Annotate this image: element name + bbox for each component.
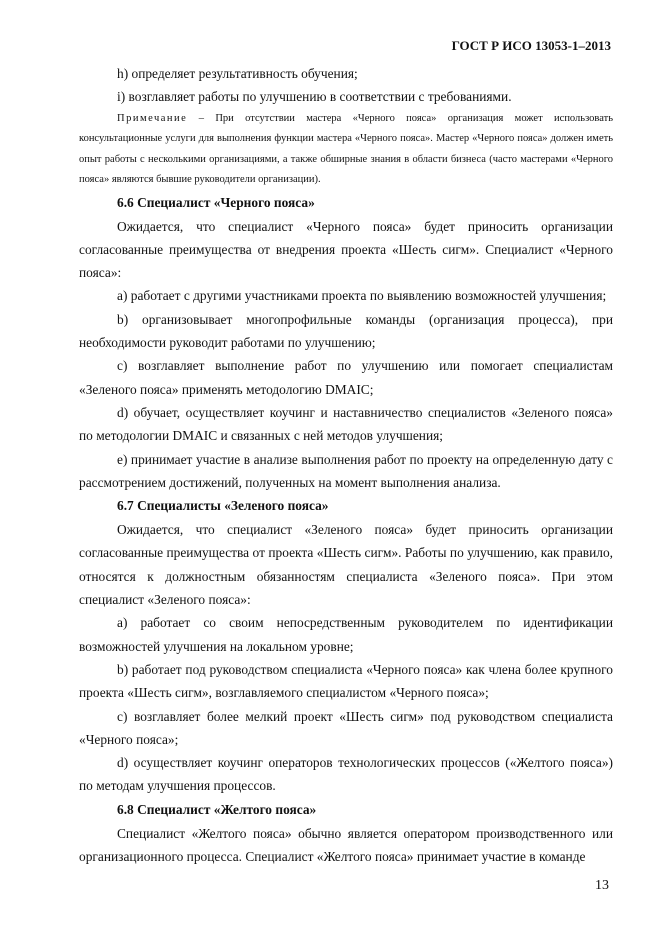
page-number: 13 — [595, 878, 609, 893]
list-item: b) работает под руководством специалиста «Черного пояса» как члена более крупного проекта «Шесть сигм», возглавляемого специалистом «Черного пояса»; — [79, 661, 613, 701]
list-item: d) обучает, осуществляет коучинг и наставничество специалистов «Зеленого пояса» по методологии DMAIC и связанных с ней методов улучшения; — [79, 404, 613, 444]
note-paragraph — [79, 109, 613, 191]
list-item: c) возглавляет выполнение работ по улучшению или помогает специалистам «Зеленого пояса» применять методологию DMAIC; — [79, 358, 613, 397]
list-item: e) принимает участие в анализе выполнения работ по проекту на определенную дату с рассмотрением достижений, полученных на момент выполнения анализа. — [79, 451, 613, 490]
page-body — [79, 62, 613, 868]
paragraph: Ожидается, что специалист «Зеленого пояса» будет приносить организации согласованные преимущества от проекта «Шесть сигм». Работы по улучшению, как правило, относятся к должностным обязанностям специалиста «Зеленого пояса». При этом специалист «Зеленого пояса»: — [79, 522, 613, 608]
section-heading-6-7: 6.7 Специалисты «Зеленого пояса» — [117, 498, 329, 514]
list-item-i: i) возглавляет работы по улучшению в соответствии с требованиями. — [117, 89, 512, 105]
section-heading-6-8: 6.8 Специалист «Желтого пояса» — [117, 801, 317, 817]
section-heading-6-6: 6.6 Специалист «Черного пояса» — [117, 194, 315, 210]
list-item: c) возглавляет более мелкий проект «Шесть сигм» под руководством специалиста «Черного пояса»; — [79, 708, 613, 747]
list-item: a) работает со своим непосредственным руководителем по идентификации возможностей улучшения на локальном уровне; — [79, 615, 613, 654]
document-header: ГОСТ Р ИСО 13053-1–2013 — [451, 38, 611, 53]
note-label: Примечание — [117, 112, 188, 124]
list-item: d) осуществляет коучинг операторов технологических процессов («Желтого пояса») по методам улучшения процессов. — [79, 755, 613, 794]
note-text: – При отсутствии мастера «Черного пояса» организация может использовать консультационные услуги для выполнения функции мастера «Черного пояса». Мастер «Черного пояса» должен иметь опыт работы с несколькими организациями, а также обширные знания в области бизнеса (часто мастерами «Черного пояса» являются бывшие руководители организации). — [79, 112, 613, 186]
paragraph: Ожидается, что специалист «Черного пояса» будет приносить организации согласованные преимущества от внедрения проекта «Шесть сигм». Специалист «Черного пояса»: — [79, 218, 613, 281]
list-item: a) работает с другими участниками проекта по выявлению возможностей улучшения; — [117, 288, 607, 304]
list-item: b) организовывает многопрофильные команды (организация процесса), при необходимости руководит работами по улучшению; — [79, 311, 613, 351]
list-item-h: h) определяет результативность обучения; — [117, 66, 358, 81]
paragraph: Специалист «Желтого пояса» обычно является оператором производственного или организационного процесса. Специалист «Желтого пояса» принимает участие в команде — [79, 825, 613, 865]
